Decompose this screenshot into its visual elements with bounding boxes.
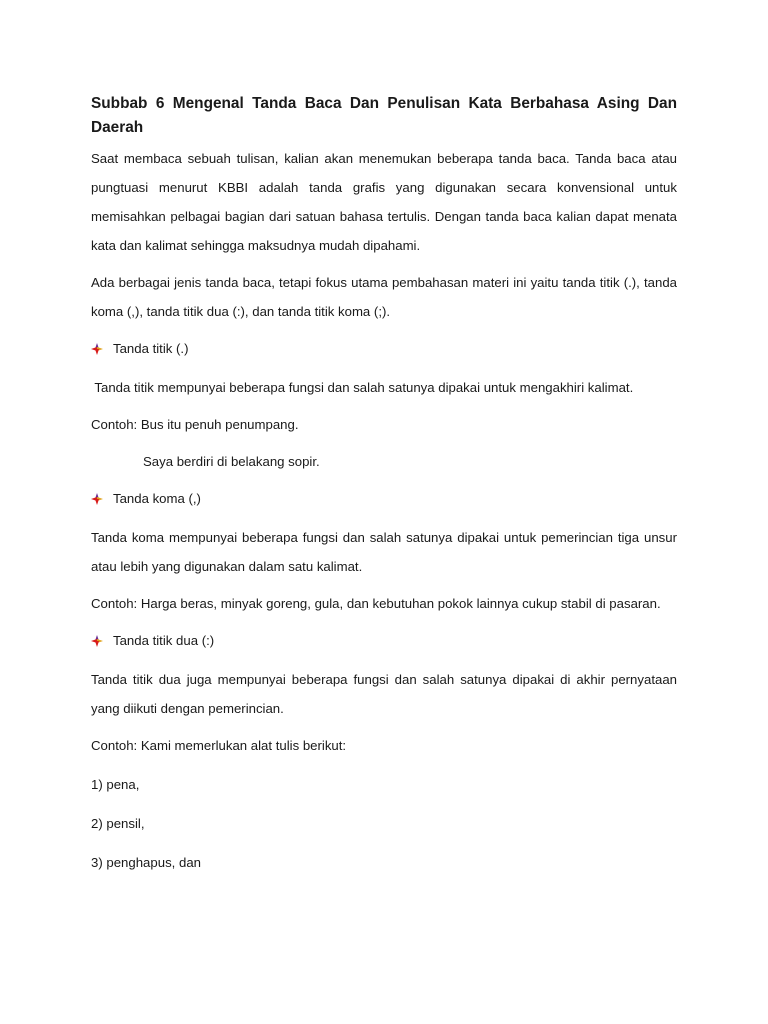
section-example: Contoh: Kami memerlukan alat tulis berikut: <box>91 738 347 753</box>
section-heading-titik-dua <box>91 626 677 655</box>
arrow-bullet-icon <box>91 493 103 505</box>
section-heading-label: Tanda titik (.) <box>113 341 189 356</box>
arrow-bullet-icon <box>91 343 103 355</box>
section-heading-label: Tanda titik dua (:) <box>113 633 215 648</box>
list-item: 1) pena, <box>91 777 140 792</box>
section-description: Tanda koma mempunyai beberapa fungsi dan salah satunya dipakai untuk pemerincian tiga unsur atau lebih yang digunakan dalam satu kalimat. <box>91 530 677 574</box>
section-description: Tanda titik dua juga mempunyai beberapa fungsi dan salah satunya dipakai di akhir pernyataan yang diikuti dengan pemerincian. <box>91 672 677 716</box>
page-title: Subbab 6 Mengenal Tanda Baca Dan Penulisan Kata Berbahasa Asing Dan Daerah <box>91 95 677 136</box>
section-example: Contoh: Harga beras, minyak goreng, gula, dan kebutuhan pokok lainnya cukup stabil di pasaran. <box>91 596 661 611</box>
section-example: Contoh: Bus itu penuh penumpang. <box>91 417 299 432</box>
section-description: Tanda titik mempunyai beberapa fungsi dan salah satunya dipakai untuk mengakhiri kalimat. <box>91 380 634 395</box>
arrow-bullet-icon <box>91 635 103 647</box>
list-item: 2) pensil, <box>91 816 145 831</box>
section-heading-titik <box>91 334 677 363</box>
section-heading-label: Tanda koma (,) <box>113 491 201 506</box>
list-item: 3) penghapus, dan <box>91 855 201 870</box>
document-page <box>91 92 677 887</box>
section-heading-koma <box>91 484 677 513</box>
section-example-continued: Saya berdiri di belakang sopir. <box>143 454 320 469</box>
intro-paragraph: Saat membaca sebuah tulisan, kalian akan menemukan beberapa tanda baca. Tanda baca atau pungtuasi menurut KBBI adalah tanda grafis yang digunakan secara konvensional untuk memisahkan pelbagai bagian dari satuan bahasa tertulis. Dengan tanda baca kalian dapat menata kata dan kalimat sehingga maksudnya mudah dipahami. <box>91 151 677 253</box>
types-intro-paragraph: Ada berbagai jenis tanda baca, tetapi fokus utama pembahasan materi ini yaitu tanda titik (.), tanda koma (,), tanda titik dua (:), dan tanda titik koma (;). <box>91 275 677 319</box>
